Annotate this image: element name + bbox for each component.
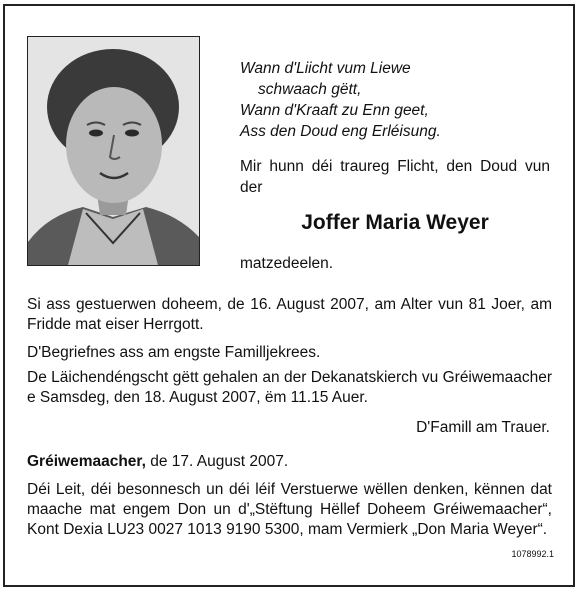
burial-note: D'Begriefnes ass am engste Familljekrees. [27,344,321,361]
dateline-date: de 17. August 2007. [150,453,289,470]
reference-code: 1078992.1 [511,549,554,559]
verse-line: Ass den Doud eng Erléisung. [240,123,441,140]
announcement-intro: Mir hunn déi traureg Flicht, den Doud vun der [240,158,550,196]
portrait-photo [27,36,200,266]
verse-line: schwaach gëtt, [258,81,362,98]
verse-line: Wann d'Liicht vum Liewe [240,60,411,77]
dateline [27,452,288,472]
announcement-verb: matzedeelen. [240,255,334,272]
funeral-mass-details: De Läichendéngscht gëtt gehalen an der Dekanatskierch vu Gréiwemaacher e Samsdeg, den 18. August 2007, ëm 11.15 Auer. [27,369,552,406]
verse-line: Wann d'Kraaft zu Enn geet, [240,102,429,119]
death-details: Si ass gestuerwen doheem, de 16. August 2007, am Alter vun 81 Joer, am Fridde mat eiser Herrgott. [27,296,552,333]
deceased-name: Joffer Maria Weyer [301,211,489,234]
dateline-town: Gréiwemaacher, [27,453,146,470]
poem-verse [240,58,441,142]
family-signoff: D'Famill am Trauer. [416,419,550,436]
donation-request: Déi Leit, déi besonnesch un déi léif Verstuerwe wëllen denken, kënnen dat maache mat engem Don un d'„Stëftung Hëllef Doheem Gréiwemaacher“, Kont Dexia LU23 0027 1013 9190 5300, mam Vermierk „Don Maria Weyer“. [27,481,552,538]
